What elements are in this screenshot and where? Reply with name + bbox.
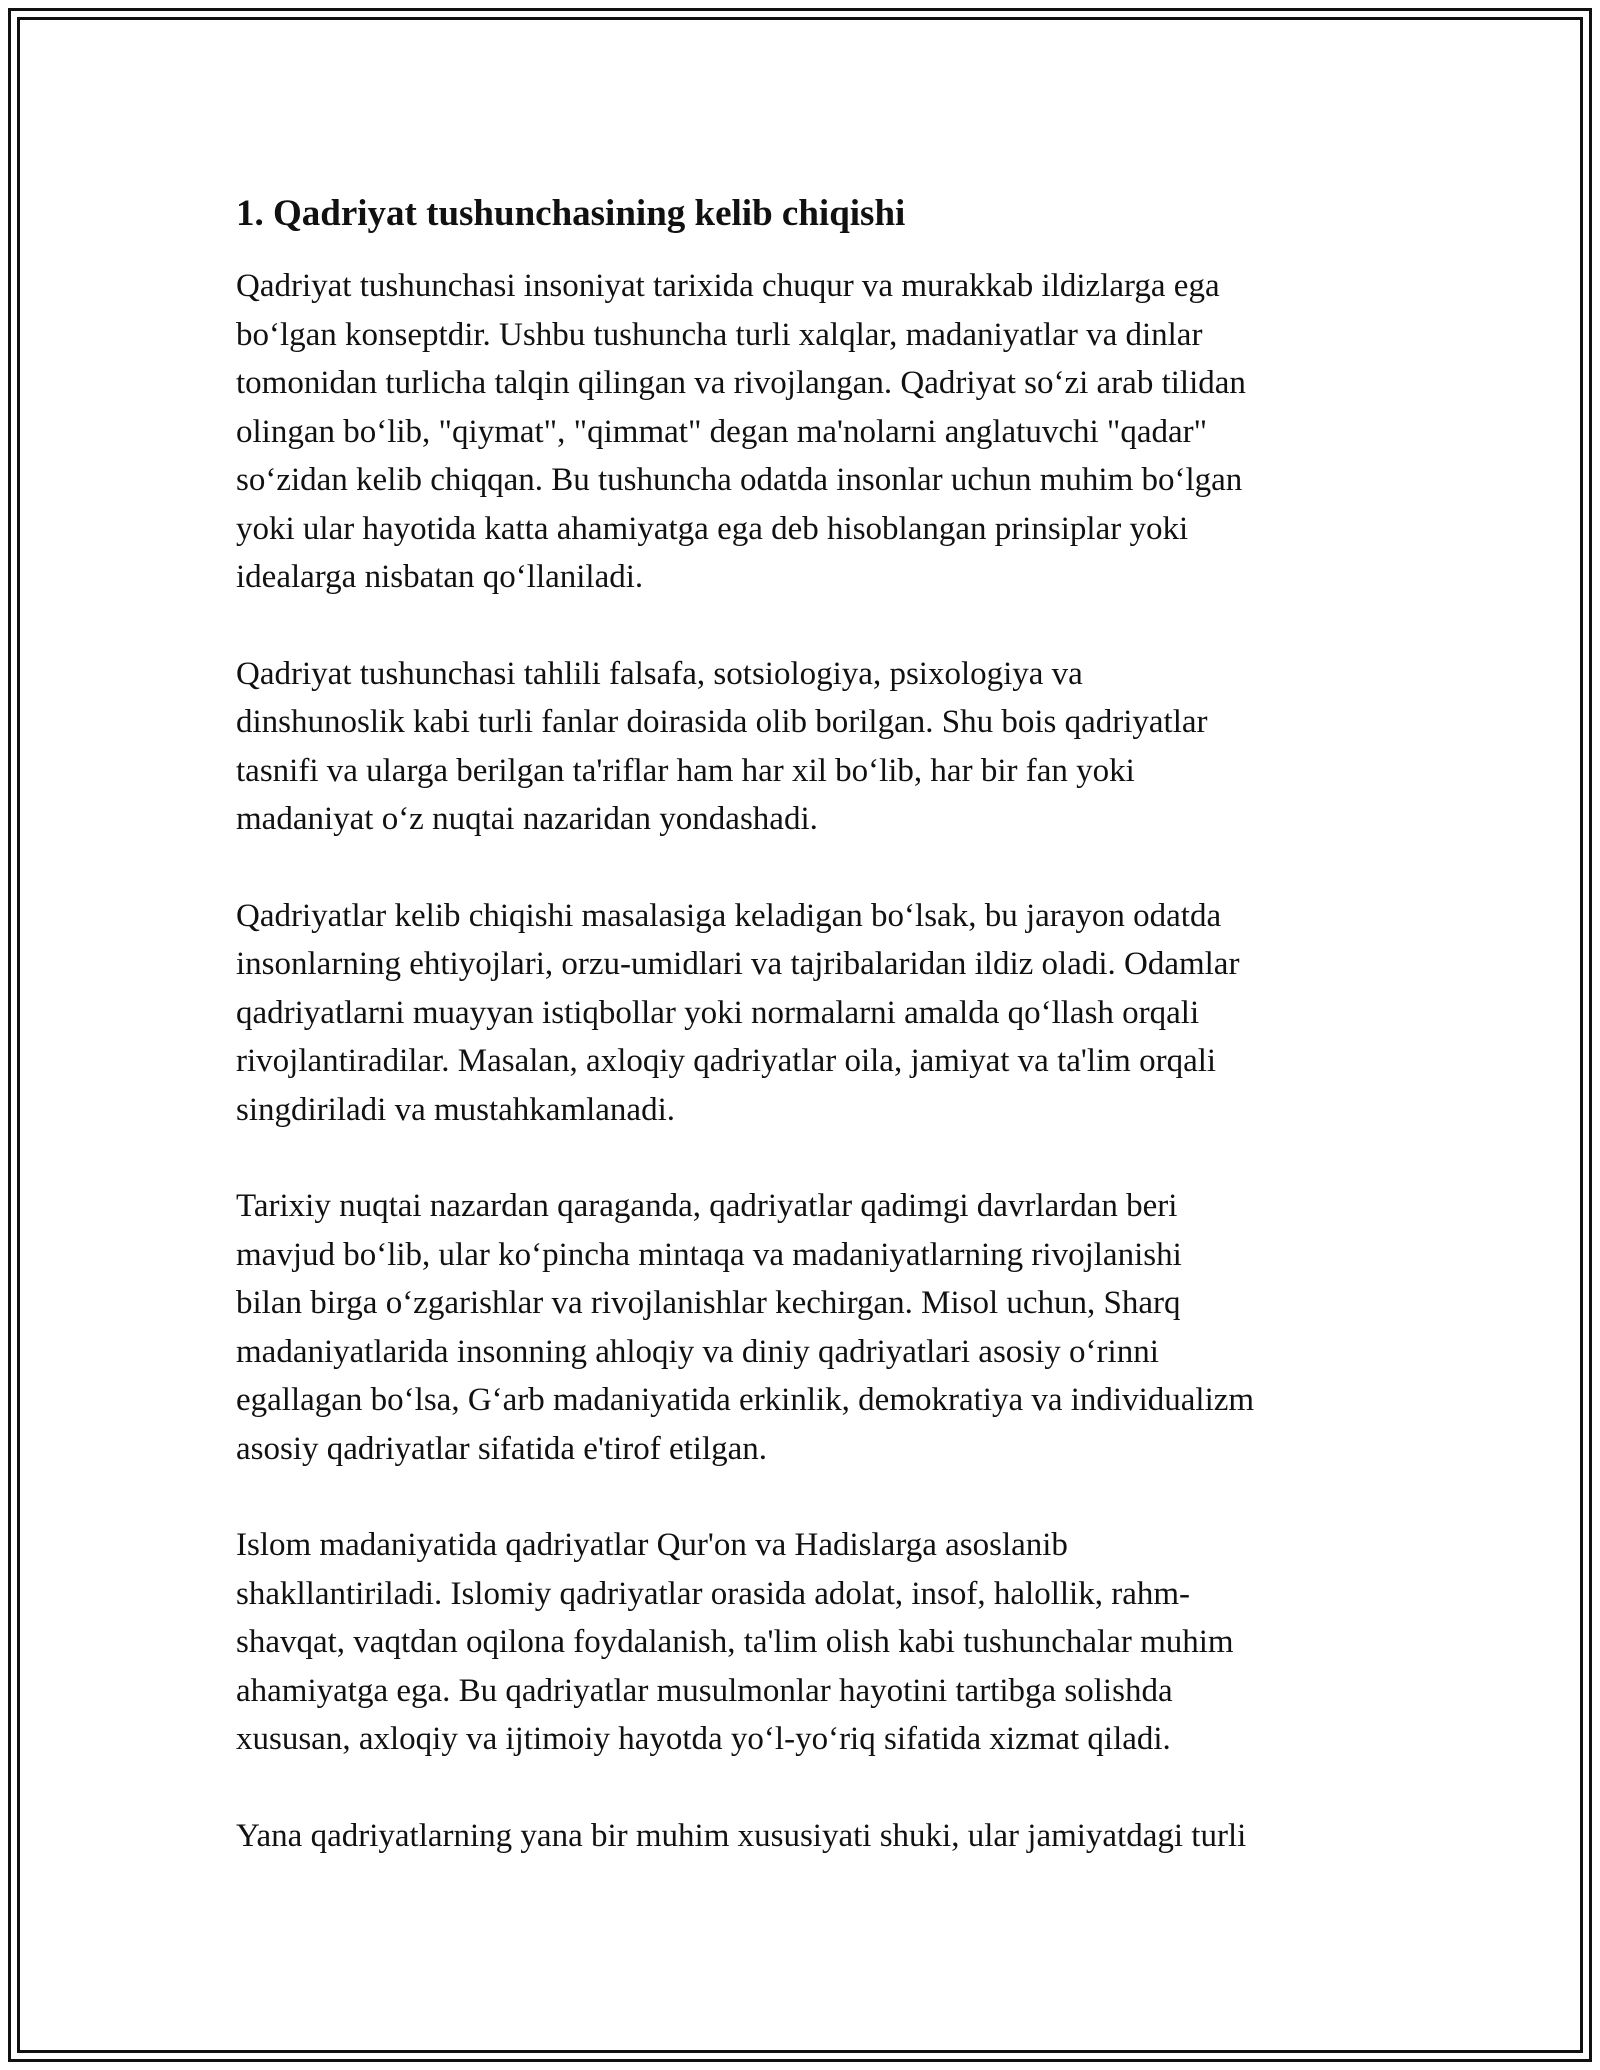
text-line: Qadriyatlar kelib chiqishi masalasiga keladigan bo‘lsak, bu jarayon odatda [236,897,1222,934]
paragraph-list [236,262,1376,1860]
text-line: olingan bo‘lib, "qiymat", "qimmat" degan ma'nolarni anglatuvchi "qadar" [236,413,1208,450]
paragraph-5 [236,1521,1376,1764]
text-line: xususan, axloqiy va ijtimoiy hayotda yo‘l-yo‘riq sifatida xizmat qiladi. [236,1721,1171,1757]
text-line: shavqat, vaqtdan oqilona foydalanish, ta'lim olish kabi tushunchalar muhim [236,1624,1234,1660]
text-line: idealarga nisbatan qo‘llaniladi. [236,559,644,595]
text-line: Islom madaniyatida qadriyatlar Qur'on va Hadislarga asoslanib [236,1527,1068,1563]
text-line: dinshunoslik kabi turli fanlar doirasida olib borilgan. Shu bois qadriyatlar [236,704,1208,740]
text-line: Qadriyat tushunchasi insoniyat tarixida chuqur va murakkab ildizlarga ega [236,268,1220,304]
paragraph-1 [236,262,1376,602]
text-line: bo‘lgan konseptdir. Ushbu tushuncha turli xalqlar, madaniyatlar va dinlar [236,316,1203,353]
document-body [236,190,1376,1908]
text-line: yoki ular hayotida katta ahamiyatga ega deb hisoblangan prinsiplar yoki [236,510,1189,547]
paragraph-3 [236,892,1376,1135]
text-line: madaniyat o‘z nuqtai nazaridan yondashadi. [236,801,818,837]
section-heading: 1. Qadriyat tushunchasining kelib chiqishi [236,193,906,234]
text-line: Qadriyat tushunchasi tahlili falsafa, sotsiologiya, psixologiya va [236,655,1083,692]
text-line: tomonidan turlicha talqin qilingan va rivojlangan. Qadriyat so‘zi arab tilidan [236,365,1246,401]
paragraph-2 [236,650,1376,844]
text-line: Tarixiy nuqtai nazardan qaraganda, qadriyatlar qadimgi davrlardan beri [236,1188,1178,1224]
text-line: insonlarning ehtiyojlari, orzu-umidlari va tajribalaridan ildiz oladi. Odamlar [236,946,1240,982]
text-line: bilan birga o‘zgarishlar va rivojlanishlar kechirgan. Misol uchun, Sharq [236,1285,1181,1321]
text-line: so‘zidan kelib chiqqan. Bu tushuncha odatda insonlar uchun muhim bo‘lgan [236,462,1243,498]
text-line: qadriyatlarni muayyan istiqbollar yoki normalarni amalda qo‘llash orqali [236,994,1200,1031]
text-line: Yana qadriyatlarning yana bir muhim xususiyati shuki, ular jamiyatdagi turli [236,1817,1247,1854]
text-line: shakllantiriladi. Islomiy qadriyatlar orasida adolat, insof, halollik, rahm- [236,1575,1191,1612]
paragraph-4 [236,1182,1376,1473]
text-line: singdiriladi va mustahkamlanadi. [236,1091,675,1128]
text-line: tasnifi va ularga berilgan ta'riflar ham har xil bo‘lib, har bir fan yoki [236,752,1135,789]
text-line: mavjud bo‘lib, ular ko‘pincha mintaqa va madaniyatlarning rivojlanishi [236,1236,1182,1273]
text-line: madaniyatlarida insonning ahloqiy va diniy qadriyatlari asosiy o‘rinni [236,1333,1159,1370]
paragraph-6 [236,1812,1376,1861]
text-line: asosiy qadriyatlar sifatida e'tirof etilgan. [236,1430,768,1467]
text-line: ahamiyatga ega. Bu qadriyatlar musulmonlar hayotini tartibga solishda [236,1672,1173,1709]
text-line: rivojlantiradilar. Masalan, axloqiy qadriyatlar oila, jamiyat va ta'lim orqali [236,1043,1217,1079]
text-line: egallagan bo‘lsa, G‘arb madaniyatida erkinlik, demokratiya va individualizm [236,1382,1255,1418]
